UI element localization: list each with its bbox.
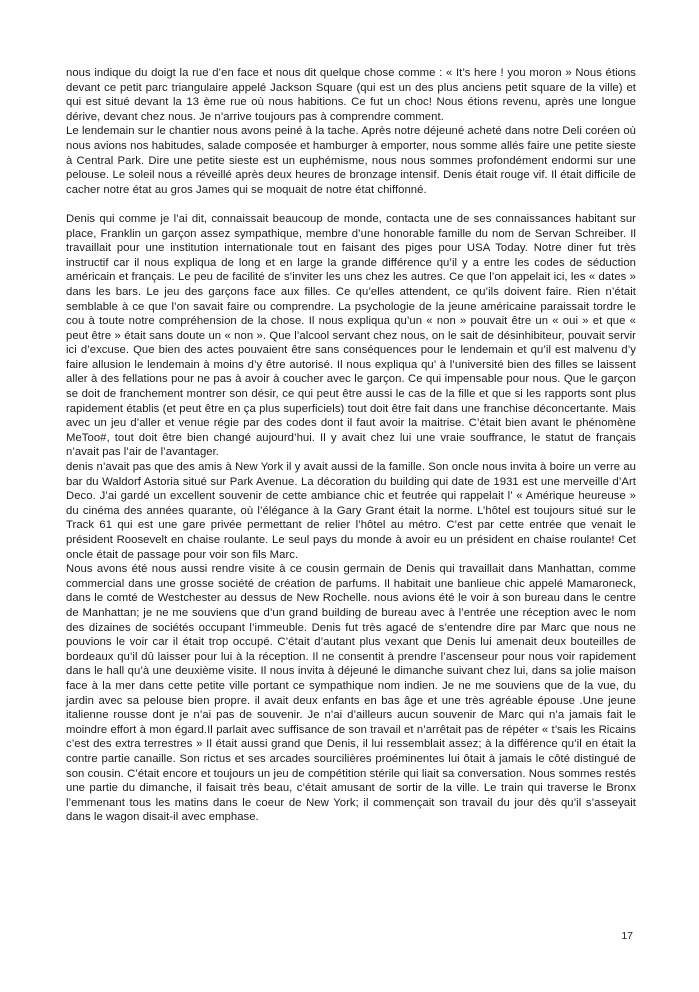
body-text — [66, 66, 636, 825]
paragraph-5: Nous avons été nous aussi rendre visite à ce cousin germain de Denis qui travaillait dans Manhattan, comme commercial dans une grosse société de création de parfums. Il habitait une banlieue chic appelé Mamaroneck, dans le comté de Westchester au dessus de New Rochelle. nous avions été le voir à son bureau dans le centre de Manhattan; je ne me souviens que d’un grand building de bureau avec à l’entrée une réception avec le nom des dizaines de sociétés occupant l’immeuble. Denis fut très agacé de s’entendre dire par Marc que nous ne pouvions le voir car il était trop occupé. C’était d’autant plus vexant que Denis lui amenait deux bouteilles de bordeaux qu’il dû laisser pour lui à la réception. Il ne consentit à prendre l’ascenseur pour nous voir rapidement dans le hall qu’à une deuxième visite. Il nous invita à déjeuné le dimanche suivant chez lui, dans sa jolie maison face à la mer dans cette petite ville portant ce sympathique nom indien. Je ne me souviens que de la vue, du jardin avec sa pelouse bien propre. il avait deux enfants en bas âge et une très agréable épouse .Une jeune italienne rousse dont je n’ai pas de souvenir. Je n’ai d’ailleurs aucun souvenir de Marc qui n’a jamais fait le moindre effort à mon égard.Il parlait avec suffisance de son travail et n’arrêtait pas de répéter « t’sais les Ricains c’est des extra terrestres » Il était aussi grand que Denis, il lui ressemblait assez; à la différence qu’il en était la contre partie canaille. Son rictus et ses arcades sourcilières proéminentes lui ôtait à jamais le côté distingué de son cousin. C’était encore et toujours un jeu de compétition stérile qui liait sa conversation. Nous sommes restés une partie du dimanche, il faisait très beau, c’était amusant de sortir de la ville. Le train qui traverse le Bronx l’emmenant tous les matins dans le coeur de New York; il commençait son travail du jour dès qu’il s’asseyait dans le wagon disait-il avec emphase. — [66, 563, 636, 824]
paragraph-3: Denis qui comme je l’ai dit, connaissait beaucoup de monde, contacta une de ses connaissances habitant sur place, Franklin un garçon assez sympathique, membre d’une honorable famille du nom de Servan Schreiber. Il travaillait pour une institution internationale tout en faisant des piges pour USA Today. Notre diner fut très instructif car il nous expliqua de long et en large la grande différence qu’il y a entre les codes de séduction américain et français. Le peu de facilité de s’inviter les uns chez les autres. Ce que l’on appelait ici, les « dates » dans les bars. Le jeu des garçons face aux filles. Ce qu’elles attendent, ce qu’ils doivent faire. Rien n’était semblable à ce que l’on savait faire ou comprendre. La psychologie de la jeune américaine paraissait tordre le cou à toute notre compréhension de la chose. Il nous expliqua qu’un « non » pouvait être un « oui » et que « peut être » était sans doute un « non ». Que l’alcool servant chez nous, on le sait de désinhibiteur, pouvait servir ici d’excuse. Que bien des actes pouvaient être sans conséquences pour le lendemain et qu’il est malvenu d’y faire allusion le lendemain à moins d’y être autorisé. Il nous expliqua qu’ à l’université bien des filles se laissent aller à des fellations pour ne pas à avoir à coucher avec le garçon. Ce qui impensable pour nous. Que le garçon se doit de franchement montrer son désir, ce qui peut être aussi le cas de la fille et que si les rapports sont plus rapidement établis (et peut être en ça plus superficiels) tout doit être fait dans une franchise déconcertante. Mais avec un jeu d’aller et venue régie par des codes dont il faut avoir la maitrise. C’était bien avant le phénomène MeToo#, tout doit être bien changé aujourd’hui. Il y avait chez lui une vraie souffrance, le statut de français n’avait pas l’air de l’avantager. — [66, 212, 636, 459]
paragraph-2: Le lendemain sur le chantier nous avons peiné à la tache. Après notre déjeuné acheté dans notre Deli coréen où nous avions nos habitudes, salade composée et hamburger à emporter, nous somme allés faire une petite sieste à Central Park. Dire une petite sieste est un euphémisme, nous nous sommes profondément endormi sur une pelouse. Le soleil nous a réveillé après deux heures de bronzage intensif. Denis était rouge vif. Il était difficile de cacher notre état au gros James qui se moquait de notre état chiffonné. — [66, 125, 636, 196]
paragraph-1: nous indique du doigt la rue d’en face et nous dit quelque chose comme : « It’s here ! you moron » Nous étions devant ce petit parc triangulaire appelé Jackson Square (qui est un des plus anciens petit square de la ville) et qui est situé devant la 13 ème rue où nous habitions. Ce fut un choc! Nous étions revenu, après une longue dérive, devant chez nous. Je n’arrive toujours pas à comprendre comment. — [66, 67, 636, 123]
paragraph-4: denis n’avait pas que des amis à New York il y avait aussi de la famille. Son oncle nous invita à boire un verre au bar du Waldorf Astoria situé sur Park Avenue. La décoration du building qui date de 1931 est une merveille d’Art Deco. J’ai gardé un excellent souvenir de cette ambiance chic et feutrée qui rappelait l’ « Amérique heureuse » du cinéma des années quarante, où l’élégance à la Gary Grant était la norme. L’hôtel est toujours situé sur le Track 61 qui est une gare privée permettant de relier l’hôtel au métro. C’est par cette entrée que venait le président Roosevelt en chaise roulante. Le seul pays du monde à avoir eu un président en chaise roulante! Cet oncle était de passage pour voir son fils Marc. — [66, 461, 636, 561]
page-number: 17 — [621, 930, 633, 942]
